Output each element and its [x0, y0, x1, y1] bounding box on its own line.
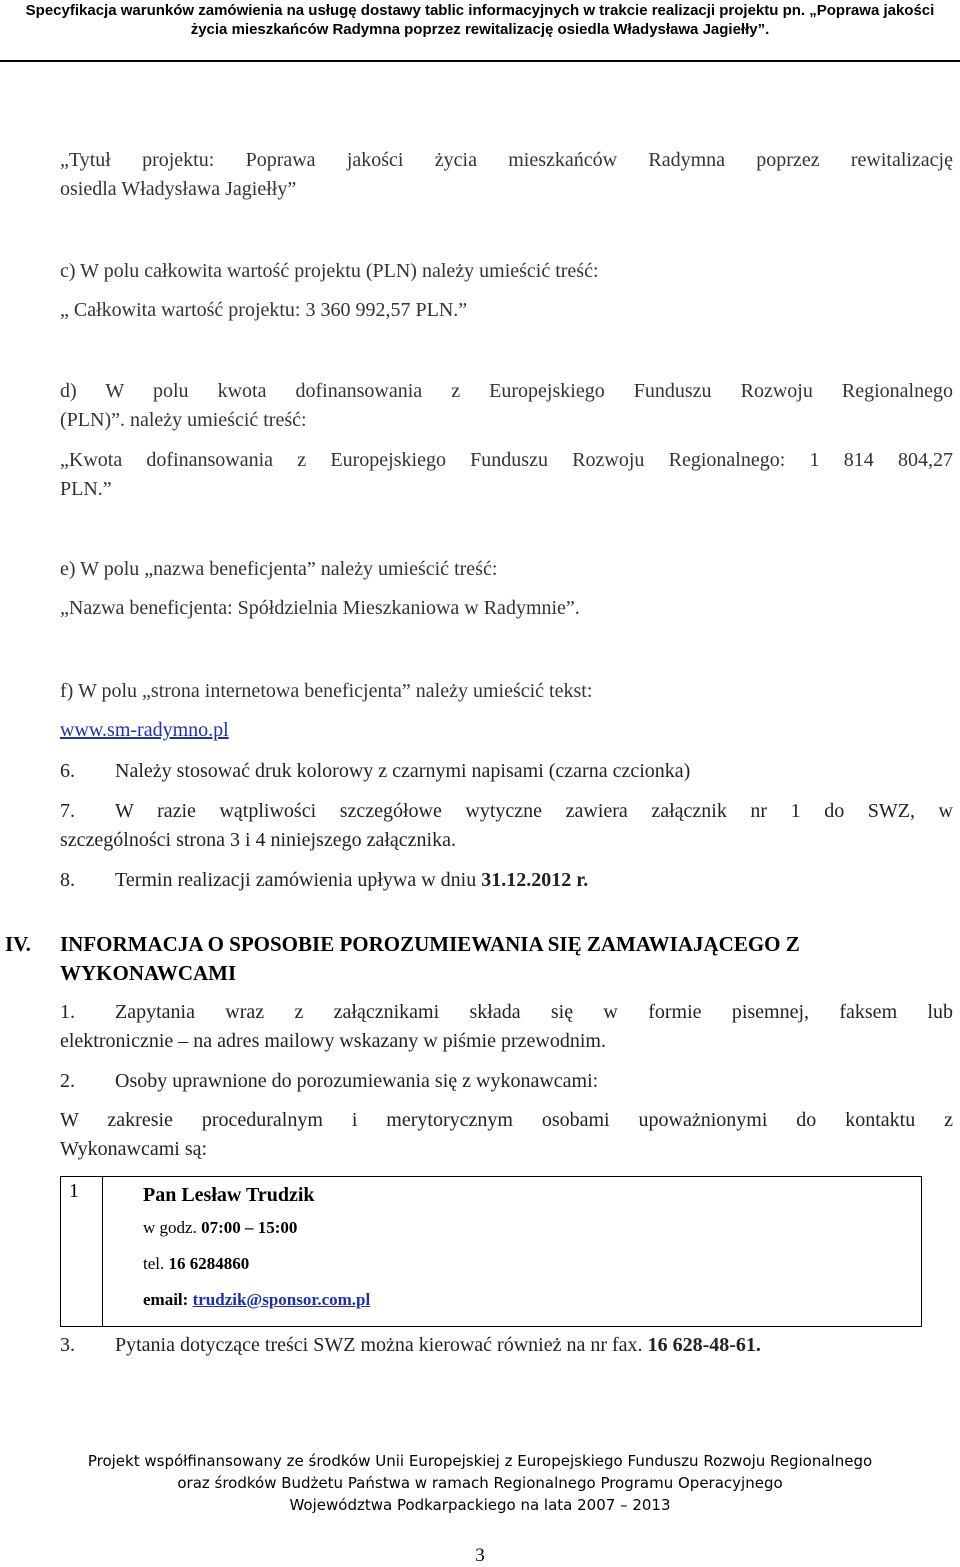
contact-scope-paragraph	[60, 1106, 953, 1164]
item-e-value: „Nazwa beneficjenta: Spółdzielnia Mieszkaniowa w Radymnie”.	[60, 597, 580, 619]
section-item-1-line-2: elektronicznie – na adres mailowy wskazany w piśmie przewodnim.	[60, 1030, 606, 1052]
hours-value: 07:00 – 15:00	[201, 1218, 298, 1237]
contact-scope-line-1: W zakresie proceduralnym i merytorycznym osobami upoważnionymi do kontaktu z	[60, 1109, 953, 1131]
list-item-7	[60, 797, 953, 855]
page-header	[0, 0, 960, 62]
list-item-text: Należy stosować druk kolorowy z czarnymi napisami (czarna czcionka)	[115, 760, 691, 782]
header-line-1: Specyfikacja warunków zamówienia na usługę dostawy tablic informacyjnych w trakcie realizacji projektu pn. „Poprawa jakości	[25, 2, 935, 19]
beneficiary-website-link[interactable]: www.sm-radymno.pl	[60, 719, 229, 741]
section-title-line-2: WYKONAWCAMI	[60, 961, 237, 985]
list-item-7-line-1	[60, 797, 953, 826]
item-f-label: f) W polu „strona internetowa beneficjenta” należy umieścić tekst:	[60, 680, 593, 702]
footer-line-3: Województwa Podkarpackiego na lata 2007 – 2013	[289, 1496, 671, 1514]
list-number: 8.	[60, 869, 75, 891]
list-item-7-line-2: szczególności strona 3 i 4 niniejszego załącznika.	[60, 829, 456, 851]
item-d-label-line-1: d) W polu kwota dofinansowania z Europejskiego Funduszu Rozwoju Regionalnego	[60, 380, 953, 402]
section-title-line-1: INFORMACJA O SPOSOBIE POROZUMIEWANIA SIĘ ZAMAWIAJĄCEGO Z	[60, 932, 800, 956]
item-f-value	[60, 716, 953, 745]
item-d-value	[60, 446, 953, 504]
list-item-text: W razie wątpliwości szczegółowe wytyczne zawiera załącznik nr 1 do SWZ, w	[115, 800, 953, 822]
fax-number: 16 628-48-61.	[647, 1334, 761, 1356]
page-footer	[0, 1450, 960, 1516]
list-number: 6.	[60, 760, 75, 782]
section-item-2	[60, 1067, 953, 1096]
contact-name: Pan Lesław Trudzik	[143, 1184, 315, 1206]
list-number: 3.	[60, 1334, 75, 1356]
email-link[interactable]: trudzik@sponsor.com.pl	[192, 1290, 371, 1309]
section-item-1-line-1	[60, 998, 953, 1027]
list-number: 7.	[60, 800, 75, 822]
list-number: 2.	[60, 1070, 75, 1092]
section-item-1	[60, 998, 953, 1056]
item-d-label	[60, 377, 953, 435]
deadline-date: 31.12.2012 r.	[481, 869, 589, 891]
contact-details	[103, 1177, 922, 1327]
contact-index: 1	[61, 1177, 103, 1327]
item-e-label: e) W polu „nazwa beneficjenta” należy umieścić treść:	[60, 558, 498, 580]
contact-phone	[143, 1246, 921, 1282]
hours-label: w godz.	[143, 1218, 197, 1237]
list-item-text: Osoby uprawnione do porozumiewania się z wykonawcami:	[115, 1070, 599, 1092]
contact-scope-line-2: Wykonawcami są:	[60, 1138, 208, 1160]
list-number: 1.	[60, 1001, 75, 1023]
contact-email	[143, 1282, 921, 1318]
list-item-8	[60, 866, 953, 895]
item-d-label-line-2: (PLN)”. należy umieścić treść:	[60, 409, 307, 431]
contact-hours	[143, 1210, 921, 1246]
project-title-line-2: osiedla Władysława Jagiełły”	[60, 178, 297, 200]
list-item-text: Termin realizacji zamówienia upływa w dniu	[115, 869, 477, 891]
project-title-line-1: „Tytuł projektu: Poprawa jakości życia mieszkańców Radymna poprzez rewitalizację	[60, 149, 953, 171]
project-title-paragraph	[60, 146, 953, 204]
table-row	[61, 1177, 922, 1327]
section-roman-numeral: IV.	[5, 932, 31, 956]
section-item-3	[60, 1331, 953, 1360]
page-number: 3	[475, 1545, 485, 1566]
section-iv-heading	[5, 930, 953, 988]
list-item-text: Pytania dotyczące treści SWZ można kierować również na nr fax.	[115, 1334, 643, 1356]
list-item-text: Zapytania wraz z załącznikami składa się w formie pisemnej, faksem lub	[115, 1001, 953, 1023]
phone-label: tel.	[143, 1254, 165, 1273]
item-c-label: c) W polu całkowita wartość projektu (PLN) należy umieścić treść:	[60, 260, 599, 282]
list-item-6	[60, 757, 953, 786]
phone-value: 16 6284860	[168, 1254, 250, 1273]
header-line-2: życia mieszkańców Radymna poprzez rewitalizację osiedla Władysława Jagiełły”.	[190, 21, 770, 38]
item-c-value: „ Całkowita wartość projektu: 3 360 992,57 PLN.”	[60, 299, 468, 321]
email-label: email:	[143, 1290, 189, 1309]
contact-table	[60, 1176, 922, 1327]
footer-line-2: oraz środków Budżetu Państwa w ramach Regionalnego Programu Operacyjnego	[177, 1474, 783, 1492]
item-d-value-line-2: PLN.”	[60, 478, 112, 500]
footer-line-1: Projekt współfinansowany ze środków Unii Europejskiej z Europejskiego Funduszu Rozwoju Regionalnego	[87, 1452, 873, 1470]
item-d-value-line-1: „Kwota dofinansowania z Europejskiego Funduszu Rozwoju Regionalnego: 1 814 804,27	[60, 449, 953, 471]
